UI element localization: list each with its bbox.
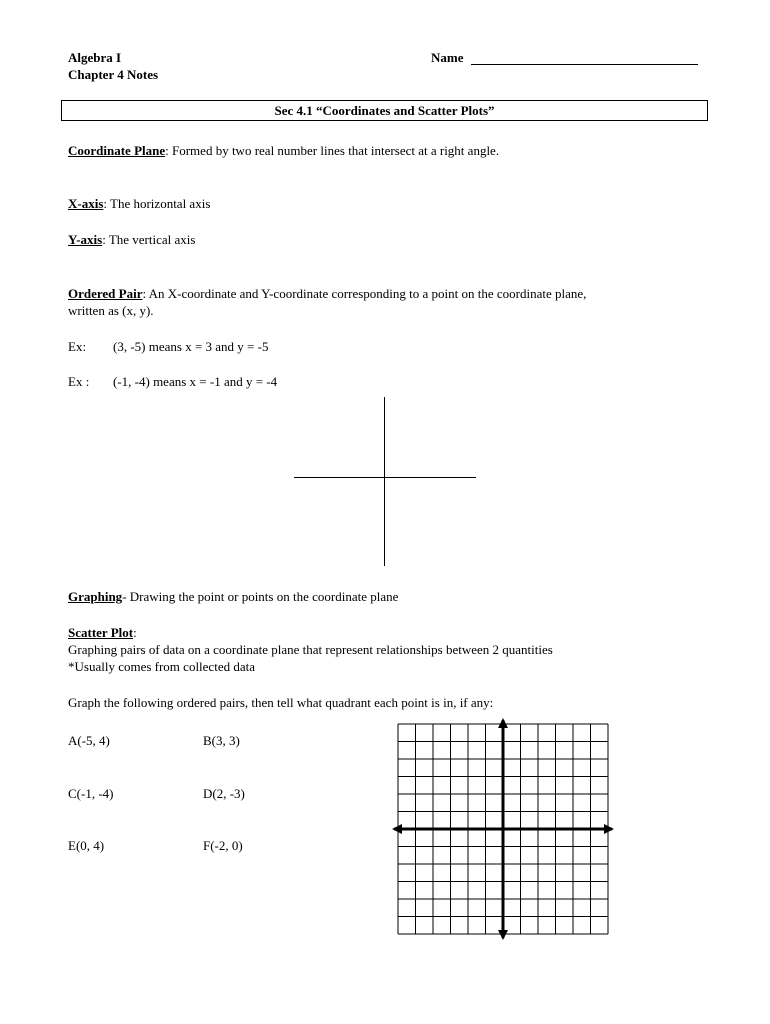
term-coordinate-plane: Coordinate Plane [68,143,166,158]
definition-graphing [68,589,398,605]
term-graphing: Graphing [68,589,123,604]
section-title: Sec 4.1 “Coordinates and Scatter Plots” [61,100,708,121]
example-text: (-1, -4) means x = -1 and y = -4 [113,374,278,389]
cross-vertical-axis [384,397,385,566]
name-label: Name [431,50,464,65]
name-blank-line [471,64,698,65]
definition-scatter-plot [68,625,137,641]
definition-ordered-pair [68,286,586,302]
definition-coordinate-plane [68,143,499,159]
point-label: F(-2, 0) [203,838,243,853]
example-label: Ex: [68,339,87,354]
course-title: Algebra I [68,50,122,65]
x-axis-right-arrow [604,824,614,834]
point-label: C(-1, -4) [68,786,114,801]
x-axis-left-arrow [392,824,402,834]
scatter-plot-line1: Graphing pairs of data on a coordinate plane that represent relationships between 2 quantities [68,642,553,657]
scatter-colon: : [133,625,137,640]
term-y-axis: Y-axis [68,232,103,247]
coordinate-grid[interactable] [392,718,616,950]
y-axis-up-arrow [498,718,508,728]
example-text: (3, -5) means x = 3 and y = -5 [113,339,269,354]
example-label: Ex : [68,374,90,389]
definition-y-axis [68,232,195,248]
definition-x-axis [68,196,210,212]
definition-text: : The vertical axis [102,232,196,247]
term-x-axis: X-axis [68,196,104,211]
instruction-text: Graph the following ordered pairs, then tell what quadrant each point is in, if any: [68,695,494,710]
definition-text: : The horizontal axis [103,196,211,211]
cross-horizontal-axis [294,477,476,478]
definition-text: - Drawing the point or points on the coordinate plane [122,589,399,604]
point-label: B(3, 3) [203,733,240,748]
point-label: D(2, -3) [203,786,245,801]
definition-ordered-pair-cont: written as (x, y). [68,303,154,318]
definition-text: : An X-coordinate and Y-coordinate corresponding to a point on the coordinate plane, [142,286,587,301]
point-label: E(0, 4) [68,838,105,853]
definition-text: : Formed by two real number lines that intersect at a right angle. [165,143,500,158]
term-scatter-plot: Scatter Plot [68,625,134,640]
y-axis-down-arrow [498,930,508,940]
chapter-title: Chapter 4 Notes [68,67,159,82]
point-label: A(-5, 4) [68,733,110,748]
scatter-plot-line2: *Usually comes from collected data [68,659,255,674]
term-ordered-pair: Ordered Pair [68,286,143,301]
